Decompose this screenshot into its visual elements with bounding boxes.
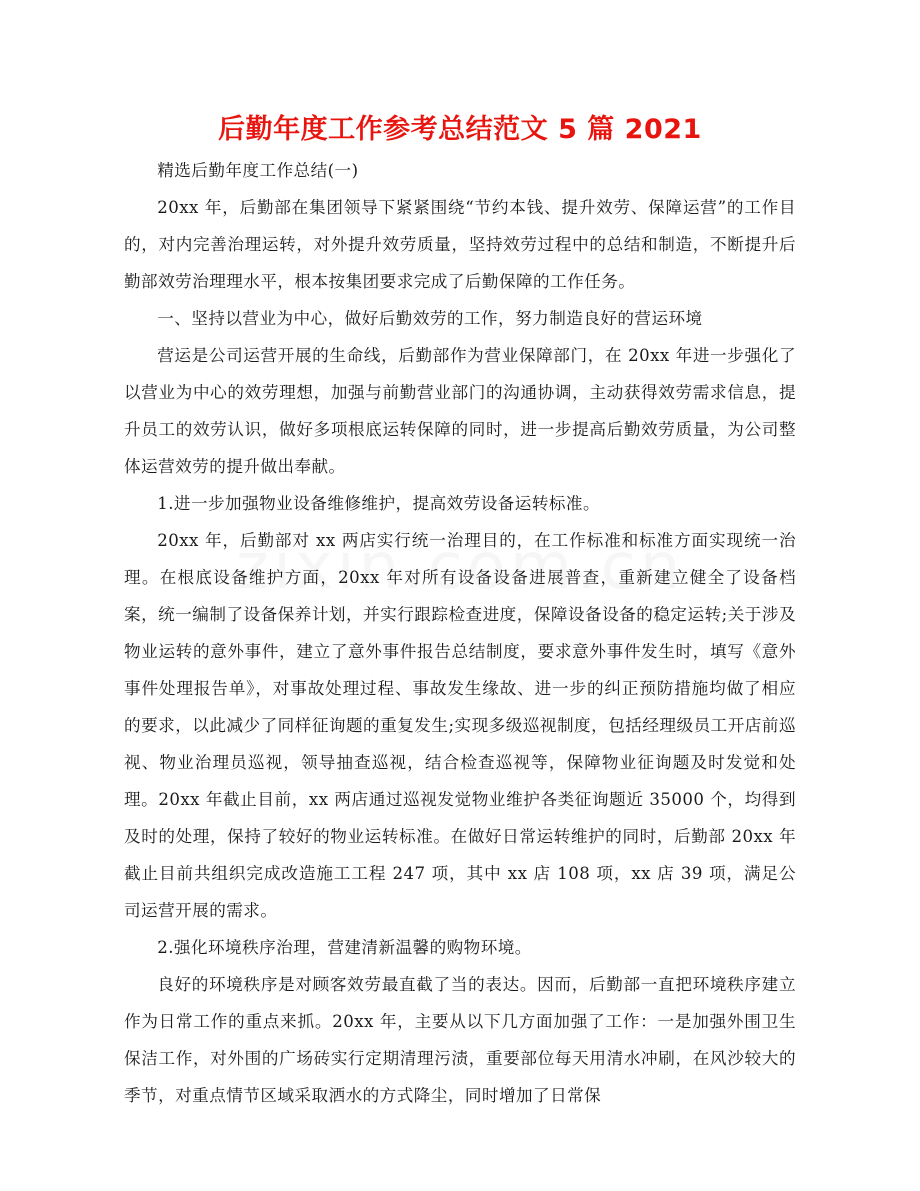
paragraph: 良好的环境秩序是对顾客效劳最直截了当的表达。因而，后勤部一直把环境秩序建立作为日常工作的重点来抓。20xx 年，主要从以下几方面加强了工作：一是加强外围卫生保洁工作，对外围的广场砖实行定期清理污渍，重要部位每天用清水冲刷，在风沙较大的季节，对重点情节区域采取洒水的方式降尘，同时增加了日常保 [124,975,796,1105]
paragraph: 营运是公司运营开展的生命线，后勤部作为营业保障部门，在 20xx 年进一步强化了以营业为中心的效劳理想，加强与前勤营业部门的沟通协调，主动获得效劳需求信息，提升员工的效劳认识，做好多项根底运转保障的同时，进一步提高后勤效劳质量，为公司整体运营效劳的提升做出奉献。 [124,346,796,476]
section-heading: 精选后勤年度工作总结(一) [157,161,359,180]
paragraph: 20xx 年，后勤部在集团领导下紧紧围绕“节约本钱、提升效劳、保障运营”的工作目的，对内完善治理运转，对外提升效劳质量，坚持效劳过程中的总结和制造，不断提升后勤部效劳治理理水平，根本按集团要求完成了后勤保障的工作任务。 [124,198,796,291]
subsection-heading: 1.进一步加强物业设备维修维护，提高效劳设备运转标准。 [157,494,601,513]
paragraph: 20xx 年，后勤部对 xx 两店实行统一治理目的，在工作标准和标准方面实现统一治理。在根底设备维护方面，20xx 年对所有设备设备进展普查，重新建立健全了设备档案，统一编制了设备保养计划，并实行跟踪检查进度，保障设备设备的稳定运转;关于涉及物业运转的意外事件，建立了意外事件报告总结制度，要求意外事件发生时，填写《意外事件处理报告单》，对事故处理过程、事故发生缘故、进一步的纠正预防措施均做了相应的要求，以此减少了同样征询题的重复发生;实现多级巡视制度，包括经理级员工开店前巡视、物业治理员巡视，领导抽查巡视，结合检查巡视等，保障物业征询题及时发觉和处理。20xx 年截止目前，xx 两店通过巡视发觉物业维护各类征询题近 35000 个，均得到及时的处理，保持了较好的物业运转标准。在做好日常运转维护的同时，后勤部 20xx 年截止目前共组织完成改造施工工程 247 项，其中 xx 店 108 项，xx 店 39 项，满足公司运营开展的需求。 [124,531,796,920]
section-heading: 一、坚持以营业为中心，做好后勤效劳的工作，努力制造良好的营运环境 [157,309,703,328]
document-title: 后勤年度工作参考总结范文 5 篇 2021 [218,114,702,145]
document-body [124,152,796,1114]
subsection-heading: 2.强化环境秩序治理，营建清新温馨的购物环境。 [157,938,532,957]
